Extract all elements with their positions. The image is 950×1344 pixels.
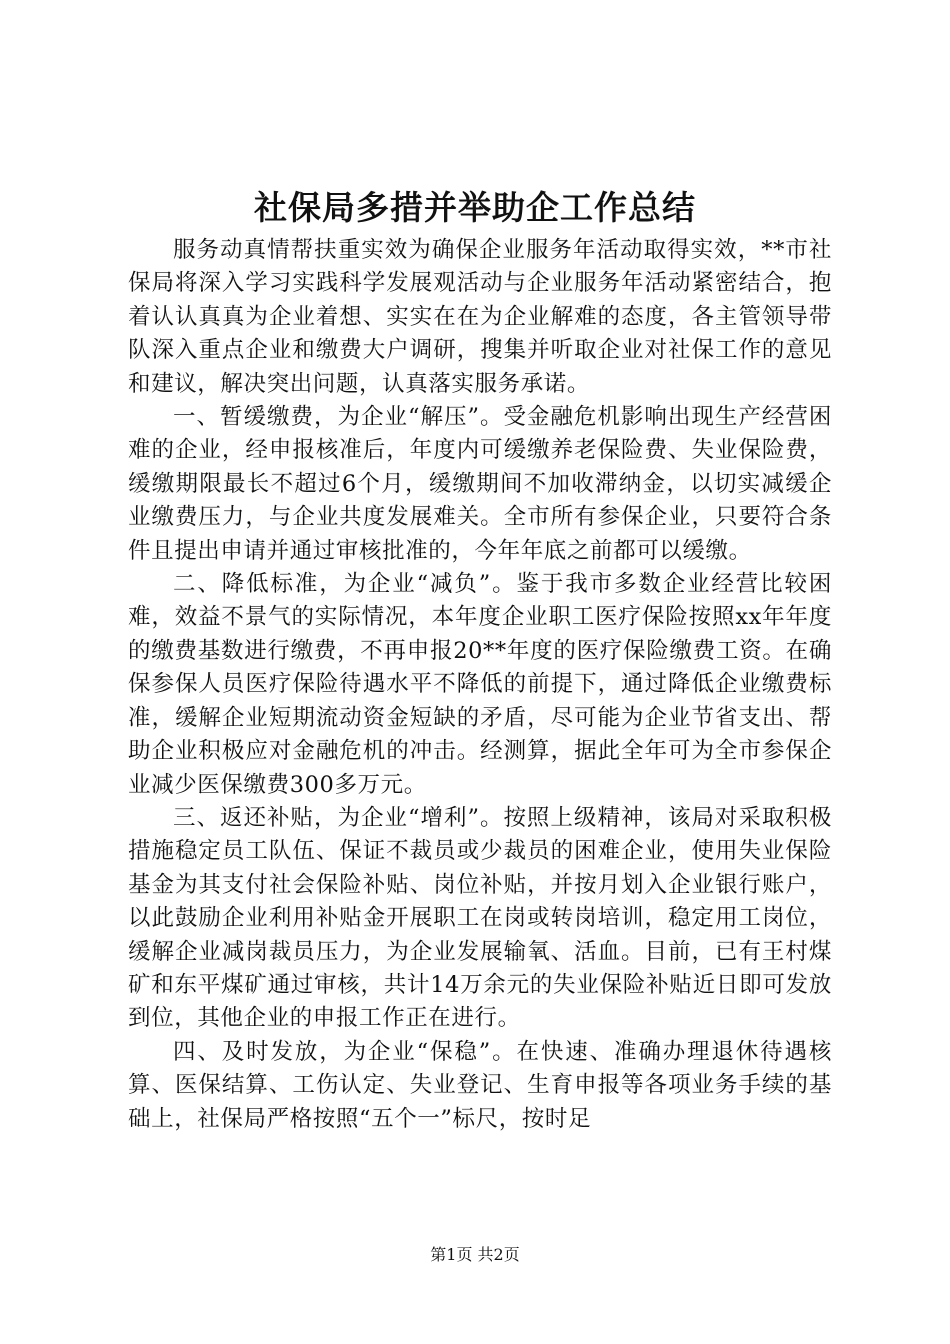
page-footer: 第1页 共2页 [430, 1245, 520, 1264]
document-body [128, 234, 832, 1136]
paragraph-section-4: 四、及时发放，为企业“保稳”。在快速、准确办理退休待遇核算、医保结算、工伤认定、失业登记、生育申报等各项业务手续的基础上，社保局严格按照“五个一”标尺，按时足 [128, 1038, 832, 1132]
paragraph-section-2: 二、降低标准，为企业“减负”。鉴于我市多数企业经营比较困难，效益不景气的实际情况，本年度企业职工医疗保险按照xx年年度的缴费基数进行缴费，不再申报20**年度的医疗保险缴费工资。在确保参保人员医疗保险待遇水平不降低的前提下，通过降低企业缴费标准，缓解企业短期流动资金短缺的矛盾，尽可能为企业节省支出、帮助企业积极应对金融危机的冲击。经测算，据此全年可为全市参保企业减少医保缴费300多万元。 [128, 571, 832, 798]
paragraph-section-1: 一、暂缓缴费，为企业“解压”。受金融危机影响出现生产经营困难的企业，经申报核准后，年度内可缓缴养老保险费、失业保险费，缓缴期限最长不超过6个月，缓缴期间不加收滞纳金，以切实减缓企业缴费压力，与企业共度发展难关。全市所有参保企业，只要符合条件且提出申请并通过审核批准的，今年年底之前都可以缓缴。 [128, 404, 832, 564]
document-title: 社保局多措并举助企工作总结 [254, 188, 696, 227]
paragraph-intro: 服务动真情帮扶重实效为确保企业服务年活动取得实效，**市社保局将深入学习实践科学发展观活动与企业服务年活动紧密结合，抱着认认真真为企业着想、实实在在为企业解难的态度，各主管领导带队深入重点企业和缴费大户调研，搜集并听取企业对社保工作的意见和建议，解决突出问题，认真落实服务承诺。 [128, 237, 832, 397]
paragraph-section-3: 三、返还补贴，为企业“增利”。按照上级精神，该局对采取积极措施稳定员工队伍、保证不裁员或少裁员的困难企业，使用失业保险基金为其支付社会保险补贴、岗位补贴，并按月划入企业银行账户，以此鼓励企业利用补贴金开展职工在岗或转岗培训，稳定用工岗位，缓解企业减岗裁员压力，为企业发展输氧、活血。目前，已有王村煤矿和东平煤矿通过审核，共计14万余元的失业保险补贴近日即可发放到位，其他企业的申报工作正在进行。 [128, 804, 832, 1032]
